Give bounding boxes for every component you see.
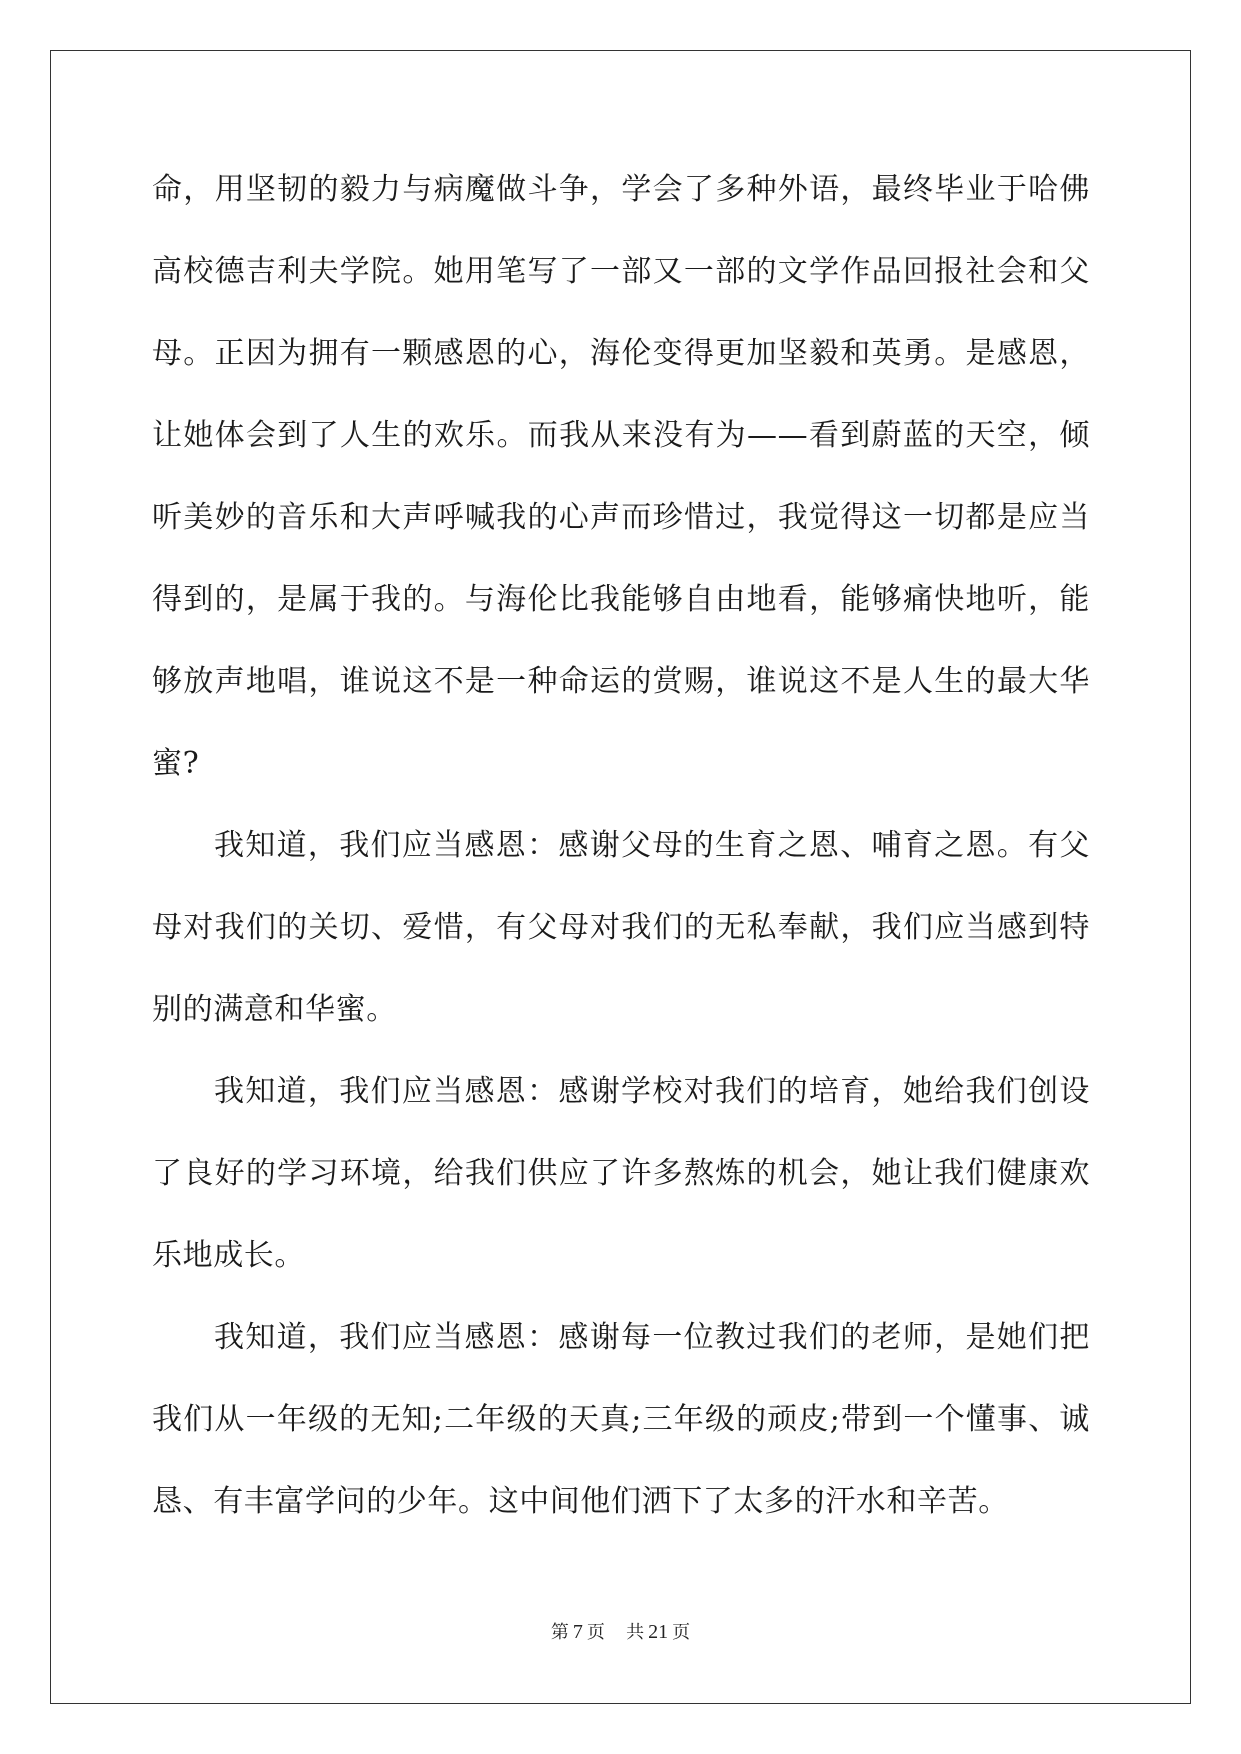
text-line: 让她体会到了人生的欢乐。而我从来没有为——看到蔚蓝的天空，倾 [152,418,1090,453]
document-body [152,158,1090,1552]
total-prefix: 共 [626,1622,645,1643]
text-line: 听美妙的音乐和大声呼喊我的心声而珍惜过，我觉得这一切都是应当 [152,500,1090,535]
text-line: 命，用坚韧的毅力与病魔做斗争，学会了多种外语，最终毕业于哈佛 [152,172,1090,207]
text-line: 够放声地唱，谁说这不是一种命运的赏赐，谁说这不是人生的最大华 [152,664,1090,699]
page-label: 页 [586,1622,605,1643]
text-line: 母对我们的关切、爱惜，有父母对我们的无私奉献，我们应当感到特 [152,910,1090,945]
paragraph-start-line: 我知道，我们应当感恩：感谢每一位教过我们的老师，是她们把 [214,1320,1090,1355]
page-prefix: 第 [550,1622,569,1643]
current-page-number: 7 [572,1621,583,1643]
text-line: 恳、有丰富学问的少年。这中间他们洒下了太多的汗水和辛苦。 [152,1484,1009,1519]
text-line: 别的满意和华蜜。 [152,992,397,1027]
paragraph-start-line: 我知道，我们应当感恩：感谢父母的生育之恩、哺育之恩。有父 [214,828,1090,863]
paragraph-start-line: 我知道，我们应当感恩：感谢学校对我们的培育，她给我们创设 [214,1074,1090,1109]
text-line: 母。正因为拥有一颗感恩的心，海伦变得更加坚毅和英勇。是感恩， [152,336,1090,371]
text-line: 高校德吉利夫学院。她用笔写了一部又一部的文学作品回报社会和父 [152,254,1090,289]
text-line: 我们从一年级的无知;二年级的天真;三年级的顽皮;带到一个懂事、诚 [152,1402,1090,1437]
total-page-count: 21 [648,1621,669,1643]
text-line: 得到的，是属于我的。与海伦比我能够自由地看，能够痛快地听，能 [152,582,1090,617]
page-number-footer [0,1618,1241,1644]
text-line: 乐地成长。 [152,1238,305,1273]
text-line: 蜜? [152,746,200,781]
total-suffix: 页 [672,1622,691,1643]
text-line: 了良好的学习环境，给我们供应了许多熬炼的机会，她让我们健康欢 [152,1156,1090,1191]
